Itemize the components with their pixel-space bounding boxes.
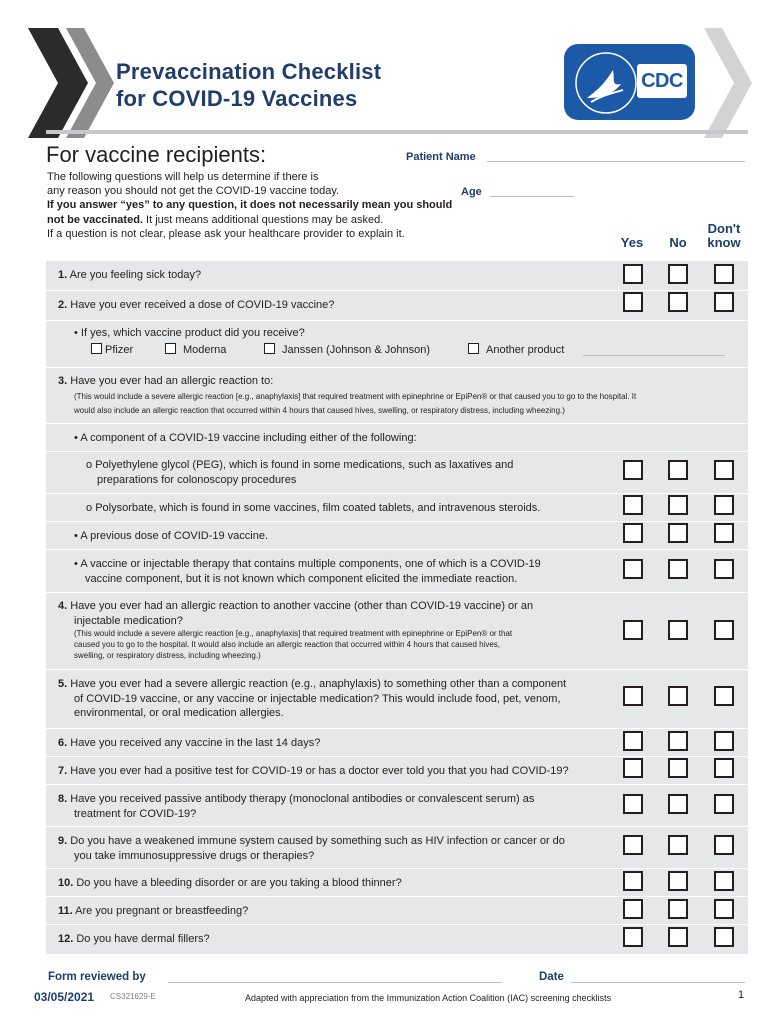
question-8: 8. Have you received passive antibody therapy (monoclonal antibodies or convalescent serum) as treatment for COVID-19? (46, 784, 748, 826)
form-date: 03/05/2021 (34, 990, 95, 1004)
q3c-dont-know-checkbox[interactable] (714, 559, 734, 579)
q6-no-checkbox[interactable] (668, 731, 688, 751)
q12-dont-know-checkbox[interactable] (714, 927, 734, 947)
question-7: 7. Have you ever had a positive test for COVID-19 or has a doctor ever told you that you had COVID-19? (46, 756, 748, 784)
question-12: 12. Do you have dermal fillers? (46, 924, 748, 954)
q3a-peg-yes-checkbox[interactable] (623, 460, 643, 480)
question-3a-peg: o Polyethylene glycol (PEG), which is found in some medications, such as laxatives and preparations for colonoscopy procedures (46, 451, 748, 493)
q4-yes-checkbox[interactable] (623, 620, 643, 640)
col-yes: Yes (620, 235, 644, 250)
col-dont-know: Don't know (707, 221, 741, 250)
question-3c: • A vaccine or injectable therapy that contains multiple components, one of which is a COVID-19 vaccine component, but it is not known which component elicited the immediate reaction. (46, 549, 748, 592)
pfizer-checkbox[interactable] (91, 343, 102, 354)
question-3a-polysorbate: o Polysorbate, which is found in some vaccines, film coated tablets, and intravenous steroids. (46, 493, 748, 521)
cdc-badge: CDC (637, 64, 687, 98)
q3a-polysorbate-no-checkbox[interactable] (668, 495, 688, 515)
q10-dont-know-checkbox[interactable] (714, 871, 734, 891)
q1-yes-checkbox[interactable] (623, 264, 643, 284)
q5-yes-checkbox[interactable] (623, 686, 643, 706)
question-3b: • A previous dose of COVID-19 vaccine. (46, 521, 748, 549)
q3b-no-checkbox[interactable] (668, 523, 688, 543)
question-4: 4. Have you ever had an allergic reaction to another vaccine (other than COVID-19 vaccine) or an injectable medication? (This would include a severe allergic reaction [e.g., anaphylaxis] that required treatment with epinephrine or EpiPen® or that caused you to go to the hospital. It would also include an allergic reaction that occurred within 4 hours that caused hives, swelling, or respiratory distress, including wheezing.) (46, 592, 748, 669)
q8-dont-know-checkbox[interactable] (714, 794, 734, 814)
question-11: 11. Are you pregnant or breastfeeding? (46, 896, 748, 924)
q11-no-checkbox[interactable] (668, 899, 688, 919)
q6-dont-know-checkbox[interactable] (714, 731, 734, 751)
q3a-polysorbate-dont-know-checkbox[interactable] (714, 495, 734, 515)
q12-no-checkbox[interactable] (668, 927, 688, 947)
q3a-peg-no-checkbox[interactable] (668, 460, 688, 480)
header-divider (46, 130, 748, 134)
q4-dont-know-checkbox[interactable] (714, 620, 734, 640)
form-code: CS321629-E (110, 992, 156, 1001)
q6-yes-checkbox[interactable] (623, 731, 643, 751)
q3a-peg-dont-know-checkbox[interactable] (714, 460, 734, 480)
option-another[interactable]: Another product (468, 343, 564, 356)
q8-yes-checkbox[interactable] (623, 794, 643, 814)
another-product-field[interactable] (583, 355, 725, 356)
q12-yes-checkbox[interactable] (623, 927, 643, 947)
option-pfizer[interactable]: Pfizer (91, 343, 133, 356)
another-checkbox[interactable] (468, 343, 479, 354)
q11-dont-know-checkbox[interactable] (714, 899, 734, 919)
janssen-checkbox[interactable] (264, 343, 275, 354)
q1-dont-know-checkbox[interactable] (714, 264, 734, 284)
q4-no-checkbox[interactable] (668, 620, 688, 640)
q11-yes-checkbox[interactable] (623, 899, 643, 919)
question-10: 10. Do you have a bleeding disorder or are you taking a blood thinner? (46, 868, 748, 896)
q5-dont-know-checkbox[interactable] (714, 686, 734, 706)
age-field[interactable] (490, 196, 574, 197)
section-title: For vaccine recipients: (46, 142, 267, 167)
patient-name-field[interactable] (487, 161, 745, 162)
question-2-sub: • If yes, which vaccine product did you receive? (46, 320, 748, 367)
q3c-yes-checkbox[interactable] (623, 559, 643, 579)
q9-dont-know-checkbox[interactable] (714, 835, 734, 855)
question-6: 6. Have you received any vaccine in the last 14 days? (46, 728, 748, 756)
question-2: 2. Have you ever received a dose of COVID-19 vaccine? (46, 290, 748, 320)
form-reviewed-field[interactable] (168, 982, 502, 983)
q5-no-checkbox[interactable] (668, 686, 688, 706)
moderna-checkbox[interactable] (165, 343, 176, 354)
question-5: 5. Have you ever had a severe allergic reaction (e.g., anaphylaxis) to something other than a component of COVID-19 vaccine, or any vaccine or injectable medication? This would include food, pet, venom, environmental, or oral medication allergies. (46, 669, 748, 728)
q9-no-checkbox[interactable] (668, 835, 688, 855)
q3a-polysorbate-yes-checkbox[interactable] (623, 495, 643, 515)
form-reviewed-label: Form reviewed by (48, 971, 146, 983)
option-moderna[interactable]: Moderna (165, 343, 226, 356)
q2-no-checkbox[interactable] (668, 292, 688, 312)
question-1: 1. Are you feeling sick today? (46, 261, 748, 290)
q7-yes-checkbox[interactable] (623, 758, 643, 778)
credit-text: Adapted with appreciation from the Immunization Action Coalition (IAC) screening checklists (245, 993, 612, 1003)
q3b-dont-know-checkbox[interactable] (714, 523, 734, 543)
page-number: 1 (738, 989, 745, 1001)
header-chevron-left (28, 28, 120, 138)
q7-dont-know-checkbox[interactable] (714, 758, 734, 778)
header-chevron-right (704, 28, 752, 138)
intro-text: The following questions will help us determine if there is any reason you should not get the COVID-19 vaccine today. If you answer “yes” to any question, it does not necessarily mean you should not be vaccinated. It just means additional questions may be asked. If a question is not clear, please ask your healthcare provider to explain it. (47, 171, 453, 240)
age-label: Age (461, 186, 482, 198)
cdc-logo (564, 44, 695, 120)
patient-name-label: Patient Name (406, 151, 476, 163)
q3b-yes-checkbox[interactable] (623, 523, 643, 543)
hhs-seal-icon (573, 50, 639, 116)
col-no: No (669, 235, 687, 250)
page-title: Prevaccination Checklist for COVID-19 Vaccines (116, 59, 382, 111)
date-field[interactable] (571, 982, 745, 983)
q8-no-checkbox[interactable] (668, 794, 688, 814)
date-label: Date (539, 971, 564, 983)
question-9: 9. Do you have a weakened immune system caused by something such as HIV infection or cancer or do you take immunosuppressive drugs or therapies? (46, 826, 748, 868)
q3c-no-checkbox[interactable] (668, 559, 688, 579)
q1-no-checkbox[interactable] (668, 264, 688, 284)
q10-no-checkbox[interactable] (668, 871, 688, 891)
q2-yes-checkbox[interactable] (623, 292, 643, 312)
q9-yes-checkbox[interactable] (623, 835, 643, 855)
q10-yes-checkbox[interactable] (623, 871, 643, 891)
question-3a: • A component of a COVID-19 vaccine including either of the following: (46, 423, 748, 451)
q2-dont-know-checkbox[interactable] (714, 292, 734, 312)
question-3: 3. Have you ever had an allergic reaction to: (This would include a severe allergic reaction [e.g., anaphylaxis] that required treatment with epinephrine or EpiPen® or that caused you to go to the hospital. It would also include an allergic reaction that occurred within 4 hours that caused hives, swelling, or respiratory distress, including wheezing.) (46, 367, 748, 423)
q7-no-checkbox[interactable] (668, 758, 688, 778)
option-janssen[interactable]: Janssen (Johnson & Johnson) (264, 343, 430, 356)
